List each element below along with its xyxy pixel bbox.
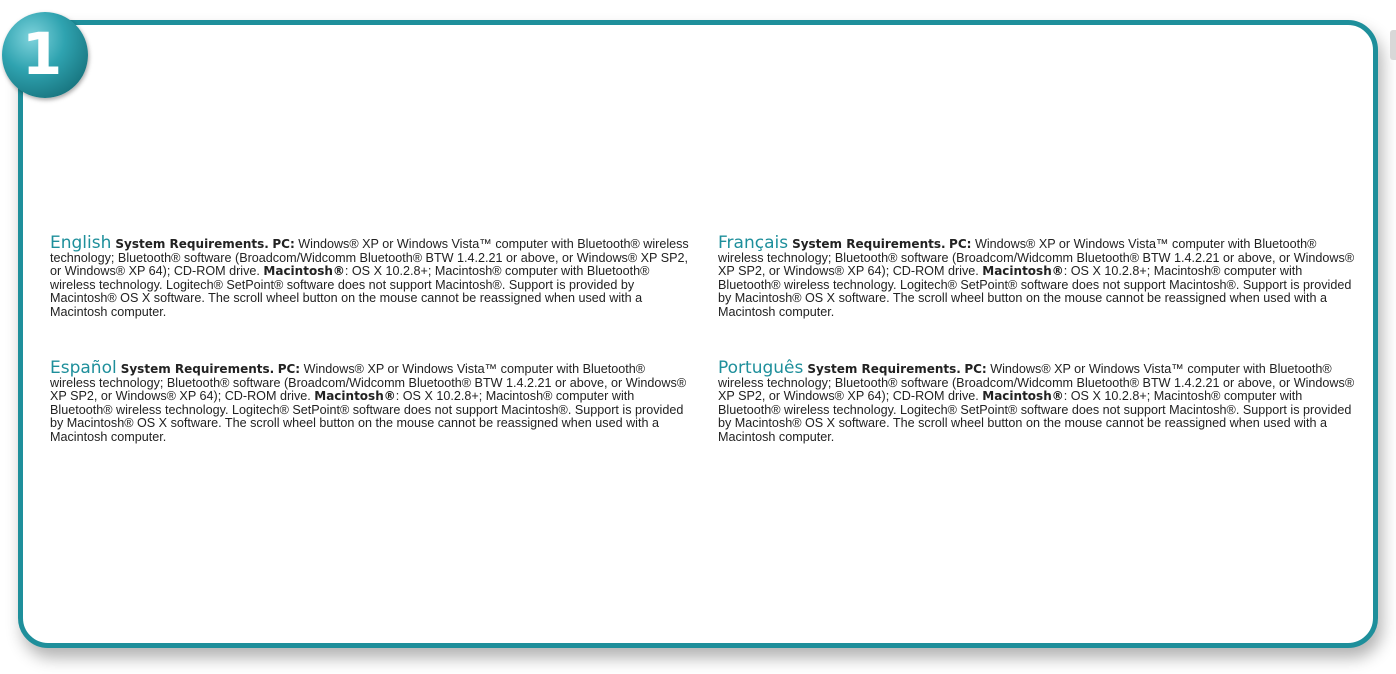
language-title-english: English [50,233,112,253]
next-panel-edge [1390,30,1396,60]
section-english-text [50,233,690,320]
pc-label: PC: [272,237,295,251]
pc-requirements: Windows® XP or Windows Vista™ computer with Bluetooth® wireless technology; Bluetooth® software (Broadcom/Widcomm Bluetooth® BTW 1.4.2.21 or above, or Windows® XP SP2, or Windows® XP 64); CD-ROM drive. [718,362,1355,404]
section-heading: System Requirements. [115,237,269,251]
mac-label: Macintosh® [314,389,396,404]
mac-label: Macintosh® [982,389,1064,404]
language-title-francais: Français [718,233,789,253]
pc-label: PC: [277,362,301,376]
mac-requirements: : OS X 10.2.8+; Macintosh® computer with Bluetooth® wireless technology. Logitech® SetPoint® software does not support Macintosh®. Support is provided by Macintosh® OS X software. The scroll wheel button on the mouse cannot be reassigned when used with a Macintosh computer. [50,389,684,444]
section-english [50,233,690,320]
mac-label: Macintosh® [263,264,345,279]
language-title-espanol: Español [50,358,117,378]
pc-requirements: Windows® XP or Windows Vista™ computer with Bluetooth® wireless technology; Bluetooth® software (Broadcom/Widcomm Bluetooth® BTW 1.4.2.21 or above, or Windows® XP SP2, or Windows® XP 64); CD-ROM drive. [718,237,1355,279]
step-number-badge [2,12,88,98]
language-title-portugues: Português [718,358,804,378]
section-francais [718,233,1358,320]
pc-label: PC: [964,362,987,376]
section-espanol-text [50,358,690,445]
section-heading: System Requirements. [807,362,961,376]
content-frame [18,20,1378,648]
pc-requirements: Windows® XP or Windows Vista™ computer with Bluetooth® wireless technology; Bluetooth® software (Broadcom/Widcomm Bluetooth® BTW 1.4.2.21 or above, or Windows® XP SP2, or Windows® XP 64); CD-ROM drive. [50,362,687,404]
pc-requirements: Windows® XP or Windows Vista™ computer with Bluetooth® wireless technology; Bluetooth® software (Broadcom/Widcomm Bluetooth® BTW 1.4.2.21 or above, or Windows® XP SP2, or Windows® XP 64); CD-ROM drive. [50,237,689,279]
mac-requirements: : OS X 10.2.8+; Macintosh® computer with Bluetooth® wireless technology. Logitech® SetPoint® software does not support Macintosh®. Support is provided by Macintosh® OS X software. The scroll wheel button on the mouse cannot be reassigned when used with a Macintosh computer. [718,389,1352,444]
pc-label: PC: [949,237,972,251]
section-heading: System Requirements. [792,237,946,251]
mac-label: Macintosh® [982,264,1064,279]
mac-requirements: : OS X 10.2.8+; Macintosh® computer with Bluetooth® wireless technology. Logitech® SetPoint® software does not support Macintosh®. Support is provided by Macintosh® OS X software. The scroll wheel button on the mouse cannot be reassigned when used with a Macintosh computer. [50,264,650,319]
section-heading: System Requirements. [120,362,275,376]
section-portugues-text [718,358,1358,445]
section-portugues [718,358,1358,445]
step-number: 1 [21,20,63,88]
section-francais-text [718,233,1358,320]
mac-requirements: : OS X 10.2.8+; Macintosh® computer with Bluetooth® wireless technology. Logitech® SetPoint® software does not support Macintosh®. Support is provided by Macintosh® OS X software. The scroll wheel button on the mouse cannot be reassigned when used with a Macintosh computer. [718,264,1352,319]
section-espanol [50,358,690,445]
